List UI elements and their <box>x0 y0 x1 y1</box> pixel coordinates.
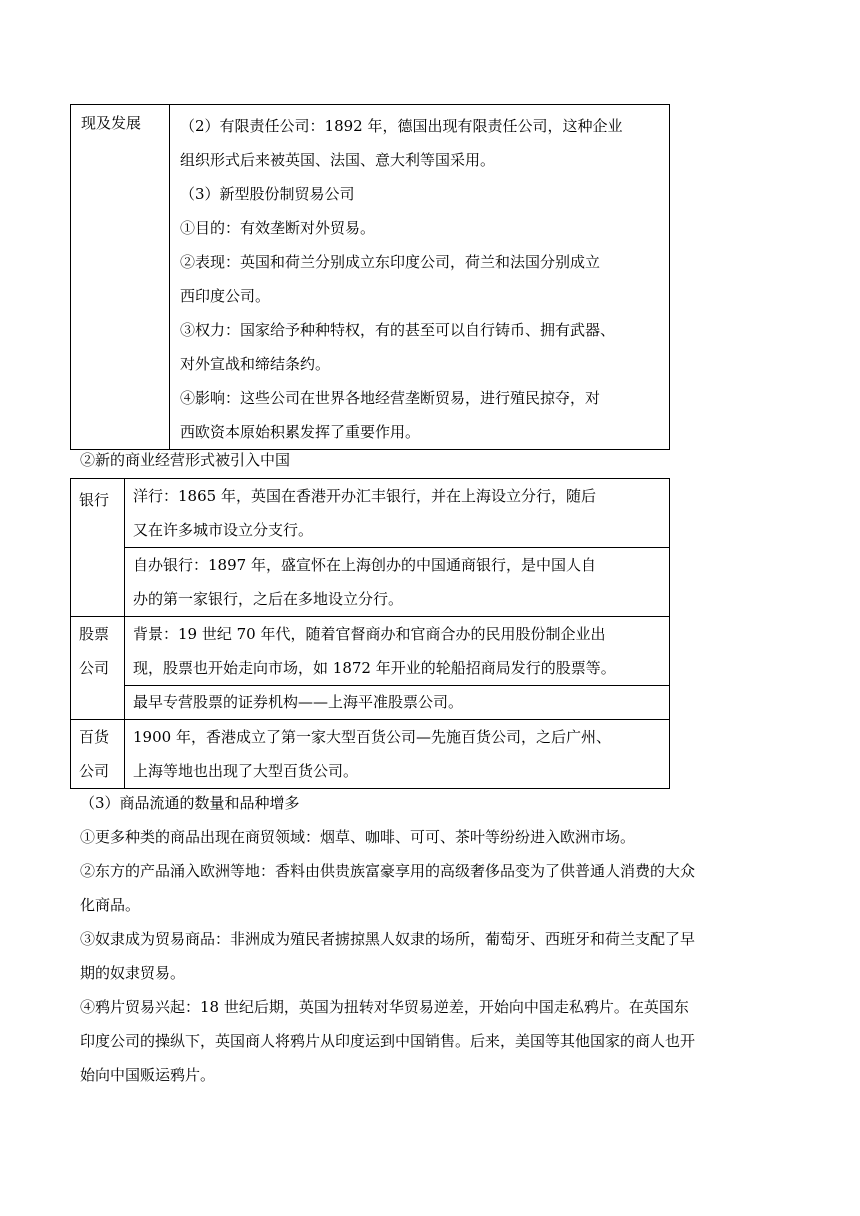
paragraph-line: ③奴隶成为贸易商品：非洲成为殖民者掳掠黑人奴隶的场所，葡萄牙、西班牙和荷兰支配了早 <box>80 930 696 948</box>
paragraph-line: 化商品。 <box>80 896 141 914</box>
content-line: 洋行：1865 年，英国在香港开办汇丰银行，并在上海设立分行，随后 <box>133 487 596 505</box>
content-line: ③权力：国家给予种种特权，有的甚至可以自行铸币、拥有武器、 <box>180 321 616 339</box>
section-heading: （3）商品流通的数量和品种增多 <box>80 794 300 812</box>
paragraph-line: 始向中国贩运鸦片。 <box>80 1066 216 1084</box>
stock-earliest-cell <box>125 686 670 720</box>
content-line: 又在许多城市设立分支行。 <box>133 521 314 539</box>
content-line: ②表现：英国和荷兰分别成立东印度公司，荷兰和法国分别成立 <box>180 253 601 271</box>
row-label: 公司 <box>79 659 110 677</box>
content-line: 西印度公司。 <box>180 287 271 305</box>
paragraph-line: ④鸦片贸易兴起：18 世纪后期，英国为扭转对华贸易逆差，开始向中国走私鸦片。在英国东 <box>80 998 689 1016</box>
stock-label-cell <box>71 617 125 720</box>
row-label: 百货 <box>79 728 110 746</box>
content-line: （2）有限责任公司：1892 年，德国出现有限责任公司，这种企业 <box>180 117 623 135</box>
table-commerce-forms <box>70 478 670 789</box>
point-paragraph <box>80 820 785 854</box>
content-line: 自办银行：1897 年，盛宣怀在上海创办的中国通商银行，是中国人自 <box>133 556 596 574</box>
content-line: ①目的：有效垄断对外贸易。 <box>180 219 376 237</box>
content-line: 背景：19 世纪 70 年代，随着官督商办和官商合办的民用股份制企业出 <box>133 625 606 643</box>
row-label-cell <box>71 105 170 450</box>
dept-label-cell <box>71 720 125 789</box>
bank-domestic-cell <box>125 548 670 617</box>
row-label: 公司 <box>79 762 110 780</box>
row-label: 现及发展 <box>81 114 142 132</box>
section-heading: ②新的商业经营形式被引入中国 <box>80 451 291 469</box>
content-line: 组织形式后来被英国、法国、意大利等国采用。 <box>180 151 496 169</box>
content-line: 上海等地也出现了大型百货公司。 <box>133 762 359 780</box>
table-company-forms <box>70 104 670 450</box>
point-paragraph <box>80 922 785 990</box>
bank-foreign-cell <box>125 479 670 548</box>
paragraph-line: ②东方的产品涌入欧洲等地：香料由供贵族富豪享用的高级奢侈品变为了供普通人消费的大众 <box>80 862 696 880</box>
row-label: 股票 <box>79 625 110 643</box>
content-line: 最早专营股票的证券机构——上海平准股票公司。 <box>133 693 464 711</box>
content-line: （3）新型股份制贸易公司 <box>180 185 355 203</box>
dept-content-cell <box>125 720 670 789</box>
content-line: 西欧资本原始积累发挥了重要作用。 <box>180 423 421 441</box>
bank-label-cell <box>71 479 125 617</box>
point-paragraph <box>80 990 785 1092</box>
stock-background-cell <box>125 617 670 686</box>
content-line: 现，股票也开始走向市场，如 1872 年开业的轮船招商局发行的股票等。 <box>133 659 616 677</box>
content-line: 办的第一家银行，之后在多地设立分行。 <box>133 590 404 608</box>
point-paragraph <box>80 854 785 922</box>
content-line: ④影响：这些公司在世界各地经营垄断贸易，进行殖民掠夺，对 <box>180 389 601 407</box>
paragraph-line: ①更多种类的商品出现在商贸领域：烟草、咖啡、可可、茶叶等纷纷进入欧洲市场。 <box>80 828 636 846</box>
row-label: 银行 <box>79 491 110 509</box>
paragraph-line: 期的奴隶贸易。 <box>80 964 186 982</box>
content-line: 1900 年，香港成立了第一家大型百货公司—先施百货公司，之后广州、 <box>133 728 611 746</box>
content-line: 对外宣战和缔结条约。 <box>180 355 331 373</box>
paragraph-line: 印度公司的操纵下，英国商人将鸦片从印度运到中国销售。后来，美国等其他国家的商人也开 <box>80 1032 696 1050</box>
content-cell <box>170 105 670 450</box>
